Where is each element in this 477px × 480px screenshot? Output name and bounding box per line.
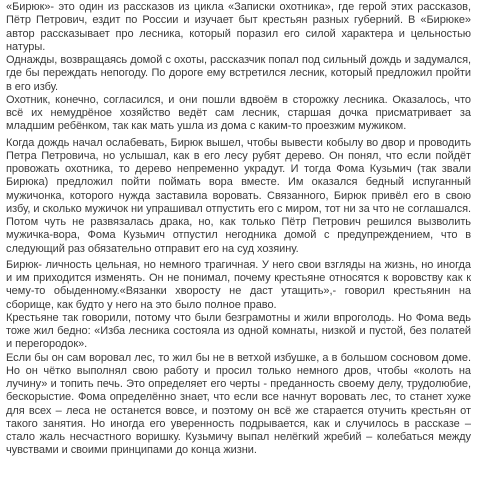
paragraph-character: Бирюк- личность цельная, но немного трагичная. У него свои взгляды на жизнь, но иногда и им приходится изменять. Он не понимал, почему крестьяне относятся к воровству как к чему-то обыденному.«Вязанки хворосту не даст утащить»,- говорил крестьянин на сборище, как будто у него на это было полное право.: [6, 258, 471, 311]
paragraph-thief: Когда дождь начал ослабевать, Бирюк вышел, чтобы вывести кобылу во двор и проводить Петра Петровича, но услышал, как в его лесу рубят дерево. Он понял, что если пойдёт провожать охотника, то дерево непременно украдут. И тогда Фома Кузьмич (так звали Бирюка) предложил пойти поймать вора вместе. Им оказался бедный испуганный мужичонка, которого нужда заставила воровать. Связанного, Бирюк привёл его в свою избу, и сколько мужичок ни упрашивал отпустить его с миром, тот ни за что не соглашался. Потом чуть не развязалась драка, но, как только Пётр Петрович решился вызволить мужичка-вора, Фома Кузьмич отпустил негодника домой с предупреждением, что в следующий раз обязательно отправит его на суд хозяину.: [6, 136, 471, 255]
paragraph-lodge: Охотник, конечно, согласился, и они пошли вдвоём в сторожку лесника. Оказалось, что всё их немудрёное хозяйство ведёт сам лесник, старшая дочка присматривает за младшим ребёнком, так как мать ушла из дома с каким-то проезжим мужиком.: [6, 93, 471, 133]
paragraph-conclusion: Если бы он сам воровал лес, то жил бы не в ветхой избушке, а в большом сосновом доме. Но он чётко выполнял свою работу и просил только немного дров, чтобы «колоть на лучину» и топить печь. Это определяет его черты - преданность своему делу, трудолюбие, бескорыстие. Фома определённо знает, что если все начнут воровать лес, то станет хуже для всех – леса не останется вовсе, и поэтому он всё же старается отучить крестьян от такого занятия. Но иногда его уверенность подрывается, как и случилось в рассказе – стало жаль несчастного воришку. Кузьмичу выпал нелёгкий жребий – колебаться между чувствами и своими принципами до конца жизни.: [6, 351, 471, 457]
paragraph-peasants: Крестьяне так говорили, потому что были безграмотны и жили впроголодь. Но Фома ведь тоже жил бедно: «Изба лесника состояла из одной комнаты, низкой и пустой, без полатей и перегородок».: [6, 311, 471, 351]
paragraph-rain: Однажды, возвращаясь домой с охоты, рассказчик попал под сильный дождь и задумался, где бы переждать непогоду. По дороге ему встретился лесник, который предложил пройти в его избу.: [6, 54, 471, 93]
paragraph-intro: «Бирюк»- это один из рассказов из цикла «Записки охотника», где герой этих рассказов, Пётр Петрович, ездит по России и изучает быт крестьян разных губерний. В «Бирюке» автор рассказывает про лесника, который поразил его силой характера и цельностью натуры.: [6, 1, 471, 53]
